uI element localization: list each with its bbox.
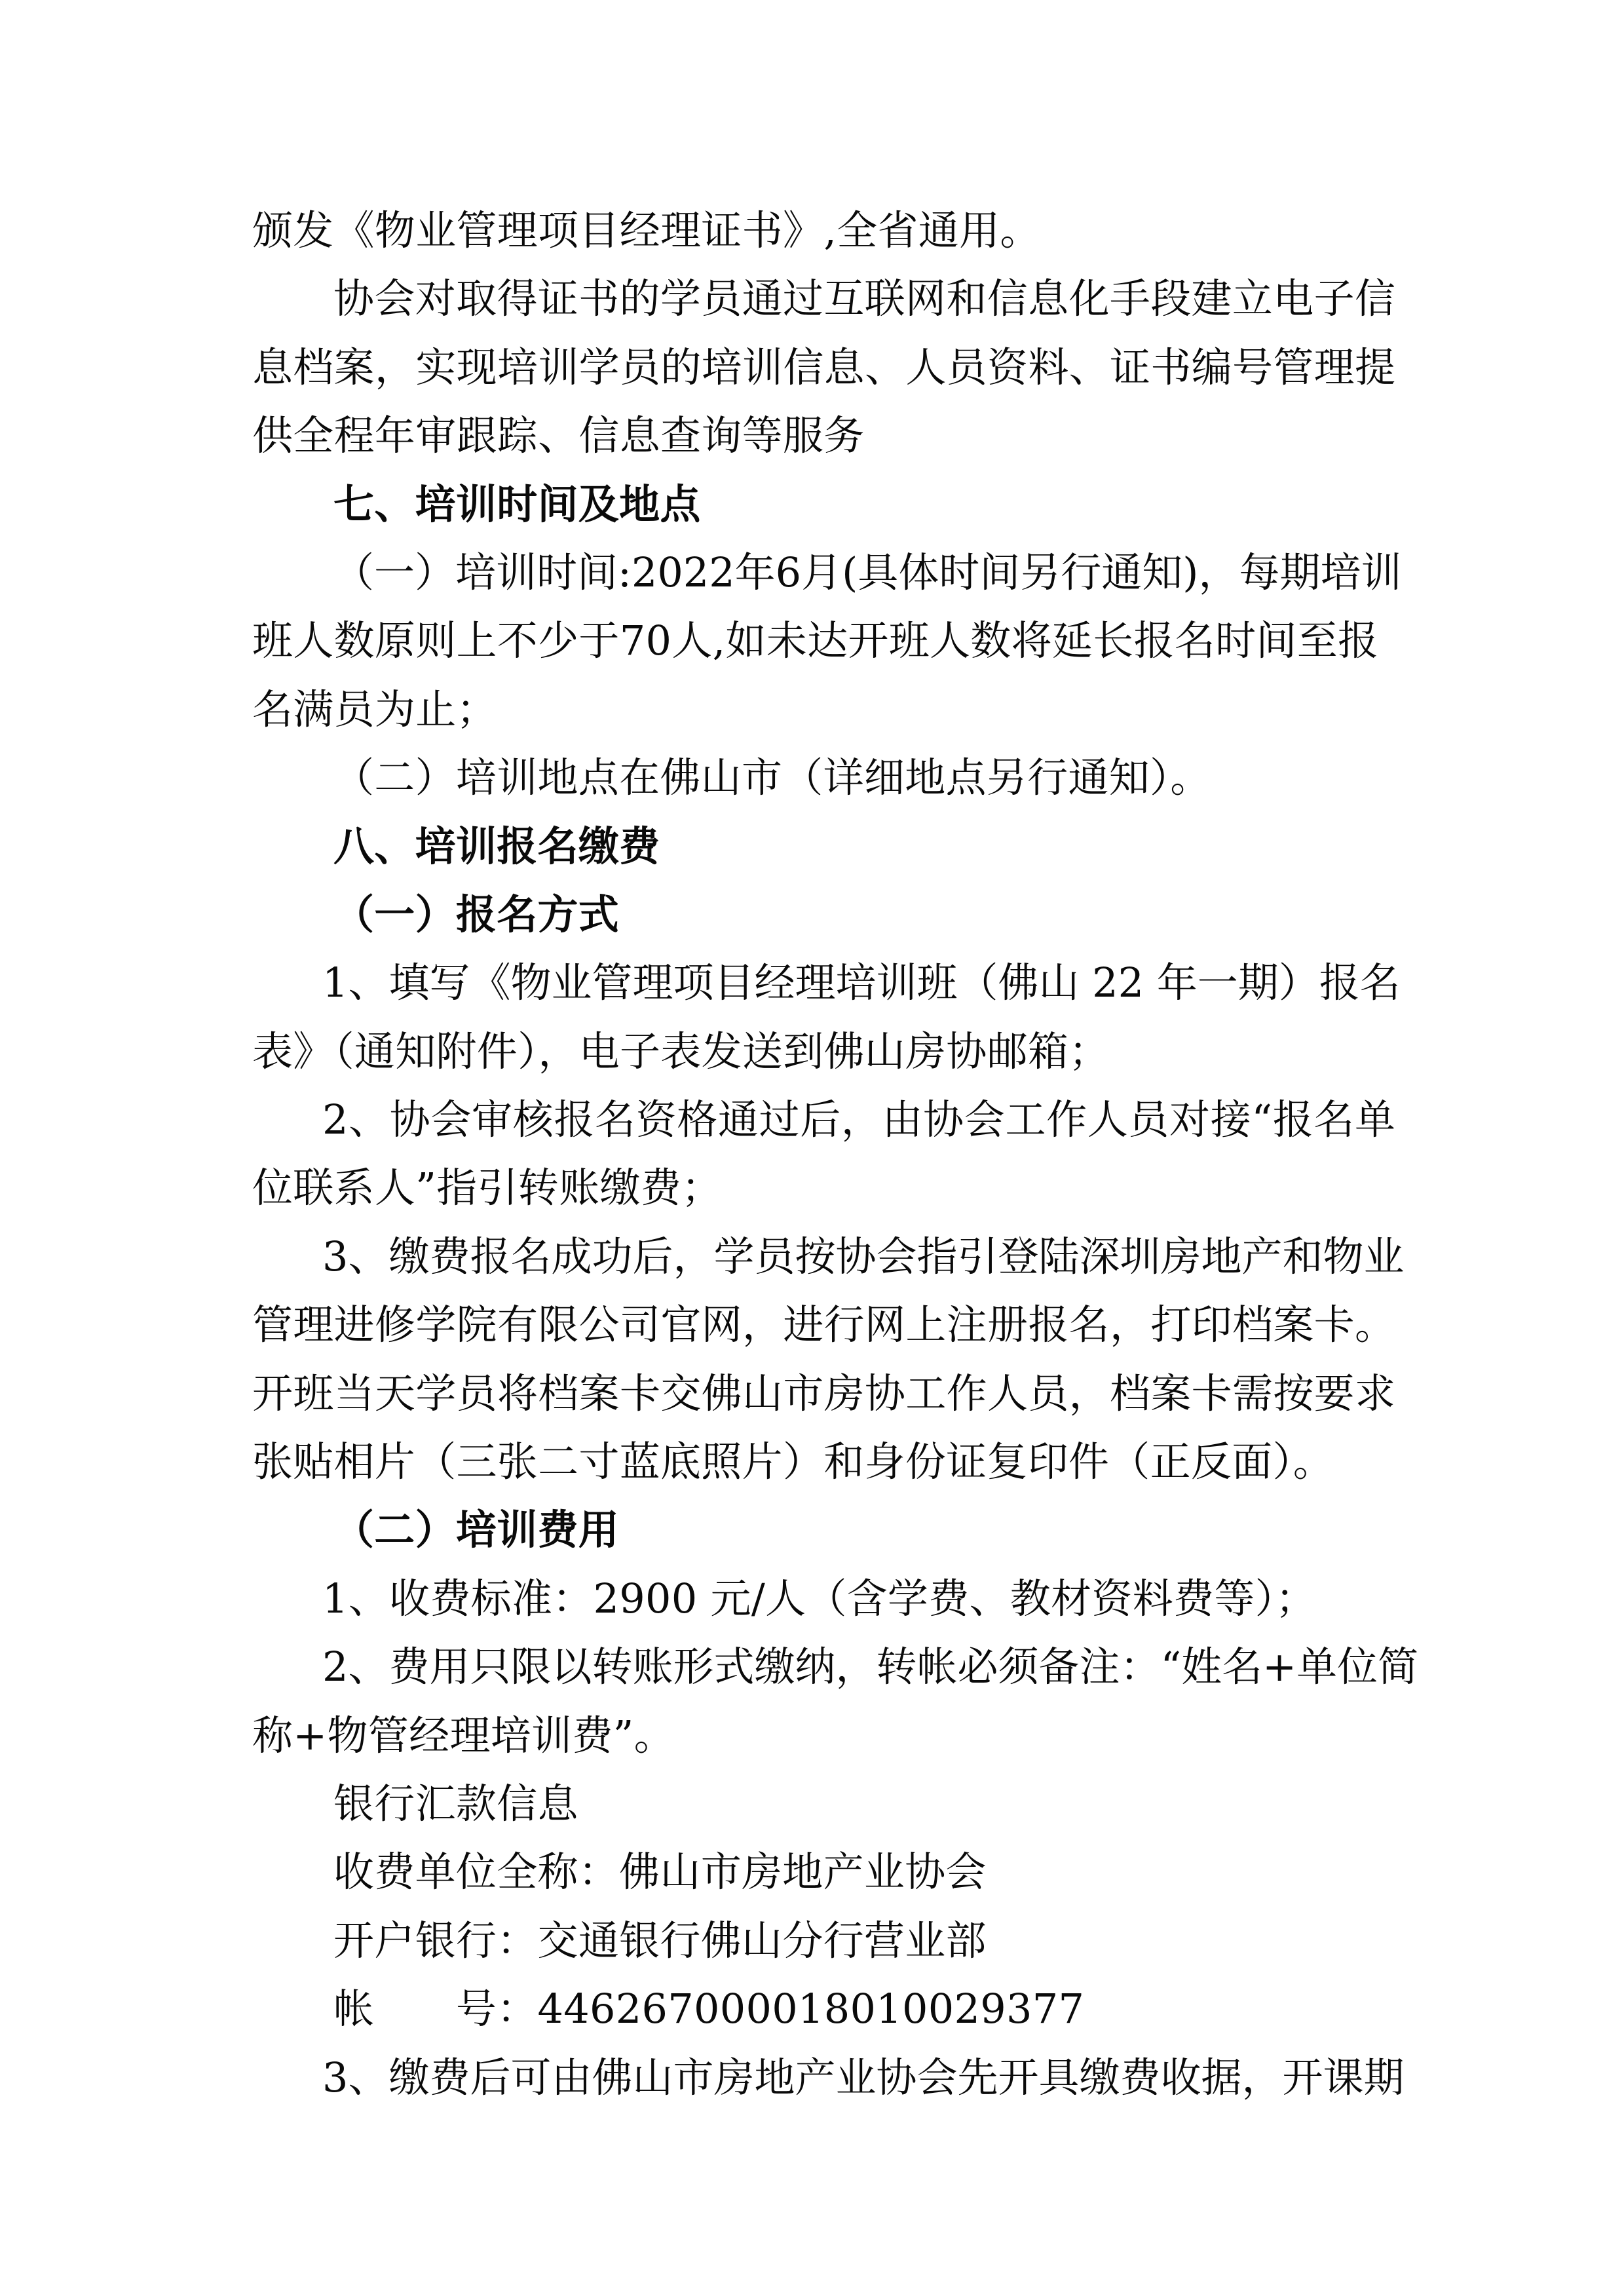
bank-name-value: 交通银行佛山分行营业部 xyxy=(537,1916,987,1964)
receipt-line: 3、缴费后可由佛山市房地产业协会先开具缴费收据，开课期 xyxy=(322,2053,1405,2101)
document-body xyxy=(0,197,1624,2112)
training-time-line: 班人数原则上不少于70人,如未达开班人数将延长报名时间至报 xyxy=(252,617,1379,665)
registration-step-1-line: 1、填写《物业管理项目经理培训班（佛山 22 年一期）报名 xyxy=(322,959,1401,1007)
registration-step-2-line: 2、协会审核报名资格通过后，由协会工作人员对接“报名单 xyxy=(322,1096,1395,1144)
registration-step-3-line: 开班当天学员将档案卡交佛山市房协工作人员，档案卡需按要求 xyxy=(252,1369,1395,1417)
bank-payee-label: 收费单位全称： xyxy=(333,1848,620,1896)
bank-account-number: 446267000018010029377 xyxy=(537,1985,1085,2033)
certificate-issue-line: 颁发《物业管理项目经理证书》,全省通用。 xyxy=(252,206,1041,254)
registration-step-1-line: 表》（通知附件），电子表发送到佛山房协邮箱； xyxy=(252,1027,1110,1075)
bank-account-row xyxy=(333,1975,1624,2043)
section-heading-time-location: 七、培训时间及地点 xyxy=(333,480,701,528)
archive-paragraph-line: 供全程年审跟踪、信息查询等服务 xyxy=(252,411,865,460)
subheading-training-fees: （二）培训费用 xyxy=(333,1506,620,1554)
section-heading-registration-payment: 八、培训报名缴费 xyxy=(333,822,660,870)
fee-payment-method-line: 2、费用只限以转账形式缴纳，转帐必须备注：“姓名+单位简 xyxy=(322,1643,1419,1691)
archive-paragraph-line: 协会对取得证书的学员通过互联网和信息化手段建立电子信 xyxy=(333,275,1395,323)
bank-account-label: 帐 号： xyxy=(333,1985,538,2033)
bank-payee-row xyxy=(333,1838,1624,1906)
fee-standard-line: 1、收费标准：2900 元/人（含学费、教材资料费等）； xyxy=(322,1574,1317,1622)
bank-payee-value: 佛山市房地产业协会 xyxy=(619,1848,987,1896)
training-time-line: （一）培训时间:2022年6月(具体时间另行通知)，每期培训 xyxy=(333,548,1402,596)
bank-name-row xyxy=(333,1907,1624,1975)
registration-step-3-line: 管理进修学院有限公司官网，进行网上注册报名，打印档案卡。 xyxy=(252,1301,1395,1349)
bank-info-title: 银行汇款信息 xyxy=(333,1779,578,1827)
subheading-registration-method: （一）报名方式 xyxy=(333,890,620,938)
training-time-line: 名满员为止； xyxy=(252,685,497,733)
bank-name-label: 开户银行： xyxy=(333,1916,538,1964)
fee-payment-method-line: 称+物管经理培训费”。 xyxy=(252,1711,675,1759)
archive-paragraph-line: 息档案，实现培训学员的培训信息、人员资料、证书编号管理提 xyxy=(252,343,1395,391)
training-location-line: （二）培训地点在佛山市（详细地点另行通知）。 xyxy=(333,754,1211,802)
registration-step-2-line: 位联系人”指引转账缴费； xyxy=(252,1164,723,1212)
registration-step-3-line: 张贴相片（三张二寸蓝底照片）和身份证复印件（正反面）。 xyxy=(252,1438,1334,1486)
registration-step-3-line: 3、缴费报名成功后，学员按协会指引登陆深圳房地产和物业 xyxy=(322,1232,1405,1280)
